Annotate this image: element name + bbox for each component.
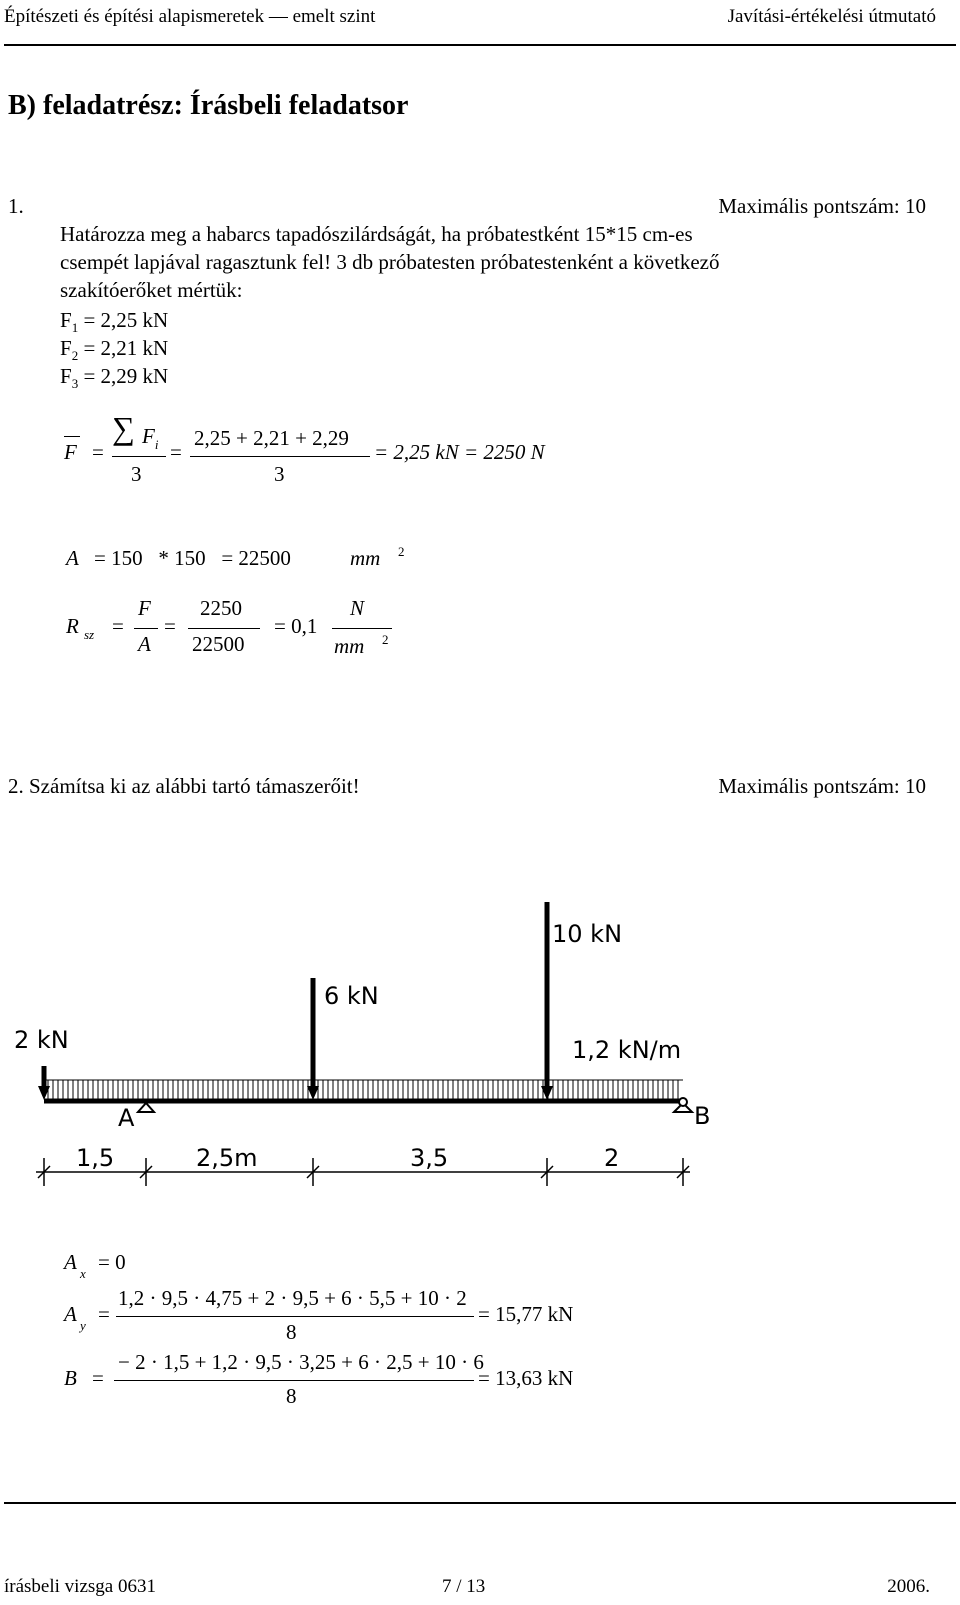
force-f2: $F_2 = 2,21$ kN: [60, 336, 169, 364]
fraction-line-ay: [116, 1316, 474, 1317]
eq-mean-den2: 3: [274, 462, 285, 486]
fraction-line-3: [134, 628, 158, 629]
eq-stress-num2: 2250: [200, 596, 242, 620]
eq-stress-den1: A: [138, 632, 151, 656]
eq-stress-exp: 2: [382, 632, 389, 647]
task2-title: 2. Számítsa ki az alábbi tartó támaszerőit!: [8, 774, 360, 798]
eq-ay-result: = 15,77 kN: [478, 1302, 574, 1326]
load-10kn-label: 10 kN: [552, 920, 623, 948]
eq-stress-den3: mm: [334, 634, 365, 658]
eq-stress-den2: 22500: [192, 632, 245, 656]
footer-center: 7 / 13: [442, 1576, 486, 1597]
eq-b-num: − 2 · 1,5 + 1,2 · 9,5 · 3,25 + 6 · 2,5 + 10 · 6: [118, 1350, 484, 1374]
fraction-line-2: [190, 456, 370, 457]
eq-ay-eq: =: [98, 1302, 110, 1326]
distributed-load: [44, 1080, 683, 1099]
eq-mean-eq2: =: [170, 440, 182, 464]
fraction-line-1: [112, 456, 166, 457]
eq-ax-A: A: [64, 1250, 77, 1274]
fraction-line-5: [332, 628, 392, 629]
task2-max-points: Maximális pontszám: 10: [718, 774, 926, 798]
task1-text-line1: Határozza meg a habarcs tapadószilárdságát, ha próbatestként 15*15 cm-es: [60, 222, 693, 246]
footer-left: írásbeli vizsga 0631: [4, 1576, 156, 1597]
eq-ax-rest: = 0: [98, 1250, 126, 1274]
task1-text-line2: csempét lapjával ragasztunk fel! 3 db próbatesten próbatestenként a következő: [60, 250, 720, 274]
eq-ay-num: 1,2 · 9,5 · 4,75 + 2 · 9,5 + 6 · 5,5 + 10 · 2: [118, 1286, 467, 1310]
load-6kn-arrow: [307, 978, 319, 1100]
eq-area-exp: 2: [398, 544, 405, 559]
task1-number: 1.: [8, 194, 24, 218]
eq-area-unit: mm: [350, 546, 381, 570]
eq-b-den: 8: [286, 1384, 297, 1408]
task1-text-line3: szakítóerőket mértük:: [60, 278, 243, 302]
footer-rule: [4, 1502, 956, 1504]
support-b-label: B: [694, 1102, 711, 1130]
dim-3-5: 3,5: [410, 1144, 449, 1172]
eq-ay-A: A: [64, 1302, 77, 1326]
eq-stress-eq1: =: [112, 614, 124, 638]
eq-stress-R: R: [66, 614, 79, 638]
eq-ax-sub: x: [80, 1266, 86, 1281]
overbar: [64, 436, 80, 437]
eq-mean-F: F: [64, 440, 77, 464]
eq-stress-sub: sz: [84, 627, 95, 642]
force-f3: $F_3 = 2,29$ kN: [60, 364, 169, 392]
eq-ay-sub: y: [80, 1318, 86, 1333]
eq-area-rest: = 150 * 150 = 22500: [94, 546, 291, 570]
header-left: Építészeti és építési alapismeretek — emelt szint: [4, 6, 376, 27]
force-f1: $F_1 = 2,25$ kN: [60, 308, 169, 336]
task1-max-points: Maximális pontszám: 10: [718, 194, 926, 218]
header-rule: [4, 44, 956, 46]
eq-stress-num1: F: [138, 596, 151, 620]
load-6kn-label: 6 kN: [324, 982, 379, 1010]
footer-right: 2006.: [887, 1576, 930, 1597]
eq-mean-Fi: $F_i$: [142, 424, 159, 452]
eq-mean-eq: =: [92, 440, 104, 464]
support-a: [138, 1103, 154, 1112]
eq-b-B: B: [64, 1366, 77, 1390]
dim-2: 2: [604, 1144, 620, 1172]
eq-area-A: A: [66, 546, 79, 570]
dim-2-5m: 2,5m: [196, 1144, 258, 1172]
eq-stress-eq2: =: [164, 614, 176, 638]
support-a-label: A: [118, 1104, 135, 1132]
load-distributed-label: 1,2 kN/m: [572, 1036, 682, 1064]
eq-mean-den1: 3: [131, 462, 142, 486]
fraction-line-b: [114, 1380, 474, 1381]
section-title: B) feladatrész: Írásbeli feladatsor: [8, 90, 409, 121]
eq-mean-num2: 2,25 + 2,21 + 2,29: [194, 426, 349, 450]
beam-diagram: [0, 880, 960, 1200]
header-right: Javítási-értékelési útmutató: [727, 6, 936, 27]
fraction-line-4: [188, 628, 260, 629]
eq-stress-eq3: = 0,1: [274, 614, 318, 638]
eq-ay-den: 8: [286, 1320, 297, 1344]
eq-b-result: = 13,63 kN: [478, 1366, 574, 1390]
sum-symbol: ∑: [112, 410, 135, 446]
eq-mean-result: = 2,25 kN = 2250 N: [374, 440, 545, 464]
load-2kn-label: 2 kN: [14, 1026, 69, 1054]
dim-1-5: 1,5: [76, 1144, 115, 1172]
eq-stress-num3: N: [350, 596, 365, 620]
eq-b-eq: =: [92, 1366, 104, 1390]
dimension-line: [36, 1158, 690, 1186]
